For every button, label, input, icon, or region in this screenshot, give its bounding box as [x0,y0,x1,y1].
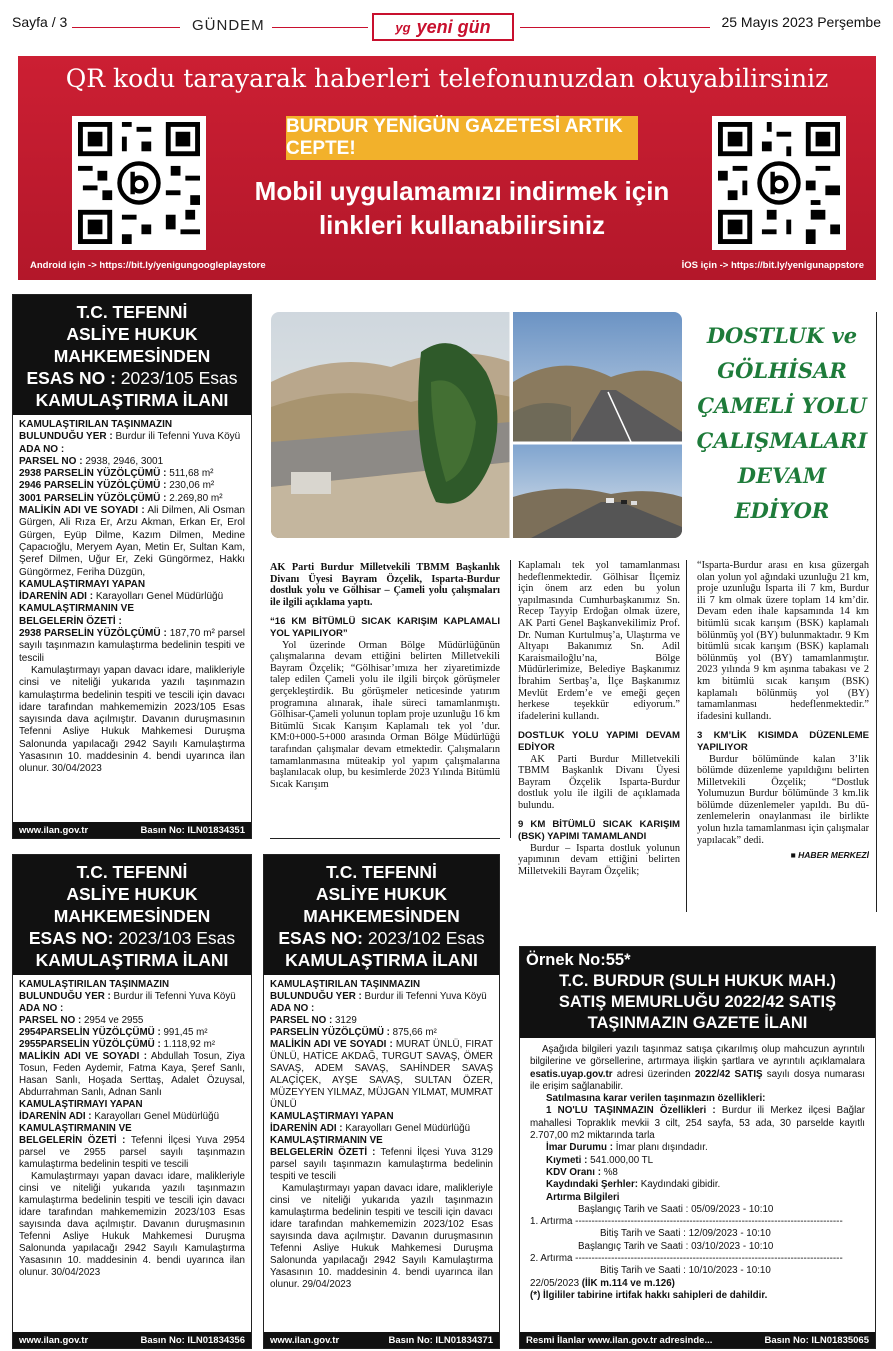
notice-header [13,855,251,975]
notice-tefenni-2023-103 [12,854,252,1349]
issue-date: 25 Mayıs 2023 Perşembe [721,14,881,30]
article-paragraph: “Isparta-Burdur arası en kısa güzergah olan yolun yol ağındaki uzunluğu 21 km, proje uzunluğu Isparta ili 7 km, Burdur ili 7 km olmak üzere toplam 14 km’dir. Devam eden ihale kapsamında 14 km bitümlü sıcak karışım (BSK) kaplamalı bölünmüş yol (BY) bulunmaktadır. 9 Km bitümlü sıcak karışım (BSK) kaplamalı bölünmüş yol (BY) tamamlanmıştır. 2023 yılında 9 km aşınma tabakası ve 2 km bitümlü sıcak karışım (BSK) kaplamalı bölünmüş yol (BY) tamamlanması hedeflenmektedir.” ifadesini kullandı. [697,560,869,722]
article-paragraph: Kaplamalı tek yol tamamlanması hedeflenmektedir. Gölhisar İlçemiz için önem arz eden bu yolun yapılmasında Cumhurbaşkanımız Sn. Recep Tayyip Erdoğan olmak üzere, AK Parti Genel Başkanvekilimiz Prof. Dr. Numan Kurtulmuş’a, Ulaştırma ve Altyapı Bakanımız Sn. Adil Karaismailoğlu’na, Bölge Müdürlerimize, Belediye Başkanımız İbrahim Sertbaş’a, İlçe Başkanımız Mevlüt Erdem’e ve emeği geçen herkese teşekkür ediyorum.” ifadelerini kullandı. [518,560,680,722]
article-right-rule [876,312,877,912]
notice-body: KAMULAŞTIRILAN TAŞINMAZIN BULUNDUĞU YER : Burdur ili Tefenni Yuva Köyü ADA NO : PARSEL NO : 2954 ve 2955 2954PARSELİN YÜZÖLÇÜMÜ : 991,45 m² 2955PARSELİN YÜZÖLÇÜMÜ : 1.118,92 m² MALİKİN ADI VE SOYADI : Abdullah Tosun, Ziya Tosun, Feden Aydemir, Fatma Kaya, Şeref Sanlı, Hasan Sanlı, Hoşada Serttaş, Adalet Özuysal, Abdurrahman Sanlı, Adnan Sanlı KAMULAŞTIRMAYI YAPAN İDARENİN ADI : Karayolları Genel Müdürlüğü KAMULAŞTIRMANIN VE BELGELERİN ÖZETİ : Tefenni İlçesi Yuva 2954 parsel ve 2955 parsel sayılı taşınmazın kamulaştırma bedelinin tespiti ve tescili Kamulaştırmayı yapan davacı idare, malikleriyle cinsi ve niteliği yukarıda yazılı taşınmazın kamulaştırma bedelinin tespiti ve tescili için davacı idare tarafından mahkememizin 2023/103 Esas sayısında dava açılmıştır. Davanın duruşmasının Tefenni Asliye Hukuk Mahkemesi Duruşma Salonunda yapılacağı 2942 Sayılı Kamulaştırma Yasasının 10. maddesinin 4. bendi uyarınca ilan olunur. 30/04/2023 [19,979,246,1278]
article-column-2 [518,560,680,912]
android-link[interactable]: Android için -> https://bit.ly/yenigungoogleplaystore [30,260,266,271]
app-promo-banner [18,56,876,280]
court-line-2: ASLİYE HUKUK [66,324,198,344]
press-number: Basın No: ILN01834351 [140,824,245,836]
road-works-photo [271,312,682,538]
section-label: GÜNDEM [192,17,265,34]
column-rule [510,560,511,838]
notice-tefenni-2023-102 [263,854,500,1349]
court-line-3: MAHKEMESİNDEN [53,346,211,366]
court-line-1: T.C. TEFENNİ [76,862,188,882]
notice-header [520,947,875,1038]
qr-code-icon [78,122,200,244]
press-number: Basın No: ILN01834356 [140,1334,245,1346]
press-number: Basın No: ILN01834371 [388,1334,493,1346]
notice-body: KAMULAŞTIRILAN TAŞINMAZIN BULUNDUĞU YER : Burdur ili Tefenni Yuva Köyü ADA NO : PARSEL NO : 2938, 2946, 3001 2938 PARSELİN YÜZÖLÇÜMÜ : 511,68 m² 2946 PARSELİN YÜZÖLÇÜMÜ : 230,06 m² 3001 PARSELİN YÜZÖLÇÜMÜ : 2.269,80 m² MALİKİN ADI VE SOYADI : Ali Dilmen, Ali Osman Gürgen, Ali Rıza Er, Arzu Akman, Erkan Er, Erol Gürgen, Eyüp Dilme, Kazım Dilmen, Medine Çapacıoğlu, Meryem Ayan, Metin Er, Sultan Kam, Şeref Dilmen, Uğur Er, Zeki Güngörmez, Hakkı Güngörmez, Feriha Düzgün, KAMULAŞTIRMAYI YAPAN İDARENİN ADI : Karayolları Genel Müdürlüğü KAMULAŞTIRMANIN VE BELGELERİN ÖZETİ : 2938 PARSELİN YÜZÖLÇÜMÜ : 187,70 m² parsel sayılı taşınmazın kamulaştırma bedelinin tespiti ve tescili Kamulaştırmayı yapan davacı idare, malikleriyle cinsi ve niteliği yukarıda yazılı taşınmazın kamulaştırma bedelinin tespiti ve tescili için davacı idare tarafından mahkememizin 2023/105 Esas sayısında dava açılmıştır. Davanın duruşmasının Tefenni Asliye Hukuk Mahkemesi Duruşma Salonunda yapılacağı 2942 Sayılı Kamulaştırma Yasasının 10. maddesinin 4. bendi uyarınca ilan olunur. 30/04/2023 [19,419,246,775]
header-rule-mid [272,27,368,28]
notice-footer [520,1332,875,1348]
notice-footer [13,1332,251,1348]
notice-body: KAMULAŞTIRILAN TAŞINMAZIN BULUNDUĞU YER : Burdur ili Tefenni Yuva Köyü ADA NO : PARSEL NO : 3129 PARSELİN YÜZÖLÇÜMÜ : 875,66 m² MALİKİN ADI VE SOYADI : MURAT ÜNLÜ, FIRAT ÜNLÜ, HATİCE AKDAĞ, TURGUT SAVAŞ, ÖMER SAVAŞ, ADEM SAVAŞ, SAHİNDER SAVAŞ ALAÇİÇEK, AYŞE SAVAŞ, SULTAN ÖZER, MÜZEYYEN YILMAZ, MÜJGAN YILMAT, MUMRAT ÜNLÜ KAMULAŞTIRMAYI YAPAN İDARENİN ADI : Karayolları Genel Müdürlüğü KAMULAŞTIRMANIN VE BELGELERİN ÖZETİ : Tefenni İlçesi Yuva 3129 parsel sayılı taşınmazın kamulaştırma bedelinin tespiti ve tescili Kamulaştırmayı yapan davacı idare, malikleriyle cinsi ve niteliği yukarıda yazılı taşınmazın kamulaştırma bedelinin tespiti ve tescili için davacı idare tarafından mahkememizin 2023/102 Esas sayısında dava açılmıştır. Davanın duruşmasının Tefenni Asliye Hukuk Mahkemesi Duruşma Salonunda yapılacağı 2942 Sayılı Kamulaştırma Yasasının 10. maddesinin 4. bendi uyarınca ilan olunur. 29/04/2023 [270,979,494,1290]
article-column-3 [697,560,869,912]
court-line-1: T.C. TEFENNİ [326,862,437,882]
article-paragraph: Yol üzerinde Orman Bölge Müdürlüğünün çalışmalarına devam ettiğini belirten Milletvekili Bayram Özçelik; “Gölhisar’ımıza her ziyaretimizde talep edilen Çameli yolu ile ilgili birçok görüşmeler gerçekleştirdik. Bu görüşmeler neticesinde yatırım programına alınarak, ihale süreci tamamlanmıştı. Gölhisar-Çameli yolunun toplam proje uzunluğu 16 km Bitümlü Sıcak Karışım Kaplamalı tek yol ’dur. KM:0+000-5+000 arasında Orman Bölge Müdürlüğü tarafından çalışmalar devam etmektedir. Çalışmaların tamamlanmasına müteakip yol yapım çalışmalarına başlanılacak olup, bu kesimlerde 2023 Yılında Bitümlü Sıcak Karışım [270,639,500,790]
notice-header [264,855,499,975]
ilan-site-link[interactable]: www.ilan.gov.tr [270,1334,340,1346]
header-rule-left [72,27,180,28]
banner-title: QR kodu tarayarak haberleri telefonunuzdan okuyabilirsiniz [65,64,829,93]
download-line-1: Mobil uygulamamızı indirmek için [254,176,670,206]
notice-type: KAMULAŞTIRMA İLANI [285,950,478,970]
court-line-3: TAŞINMAZIN GAZETE İLANI [587,1014,808,1032]
newspaper-logo [372,13,514,41]
download-instructions [218,174,706,242]
notice-intro: Aşağıda bilgileri yazılı taşınmaz satışa çıkarılmış olup mahcuzun ayrıntılı bilgilerine ve görsellerine, artırmaya ilişkin şartlara ve ayrıntılı açıklamalara esatis.uyap.gov.tr adresi üzerinden 2022/42 SATIŞ sayılı dosya numarası ile erişim sağlanabilir. [530,1044,865,1092]
ilan-site-link[interactable]: www.ilan.gov.tr [19,1334,89,1346]
notice-type: KAMULAŞTIRMA İLANI [35,950,229,970]
article-column-1 [270,562,500,834]
court-line-2: ASLİYE HUKUK [315,884,448,904]
download-line-2: linkleri kullanabilirsiniz [318,210,606,240]
article-paragraph: Burdur – Isparta dostluk yolunun yapımının devam ettiğini belirten Milletvekili Bayram Özçelik; [518,842,680,877]
notice-footer [264,1332,499,1348]
app-available-badge: BURDUR YENİGÜN GAZETESİ ARTIK CEPTE! [286,116,638,160]
article-paragraph: AK Parti Burdur Milletvekili TBMM Başkanlık Divanı Üyesi Bayram Özçelik Isparta-Burdur dostluk yolu ile ilgili de açıklamada bulundu. [518,753,680,811]
notice-header [13,295,251,415]
notice-type: KAMULAŞTIRMA İLANI [35,390,229,410]
esas-line: ESAS NO: 2023/103 Esas [28,928,236,948]
notice-burdur-satis-2022-42 [519,946,876,1349]
court-line-2: ASLİYE HUKUK [66,884,198,904]
road-photo-collage [271,312,682,538]
esas-line: ESAS NO : 2023/105 Esas [26,368,238,388]
ios-link[interactable]: İOS için -> https://bit.ly/yenigunappstore [681,260,864,271]
ilan-site-link[interactable]: www.ilan.gov.tr [19,824,89,836]
notice-text: Kamulaştırmayı yapan davacı idare, malikleriyle cinsi ve niteliği yukarıda yazılı taşınmazın kamulaştırma bedelinin tespiti ve tescili için davacı idare tarafından mahkememizin 2023/102 Esas sayısında dava açılmıştır. Davanın duruşmasının Tefenni Asliye Hukuk Mahkemesi Duruşma Salonunda yapılacağı 2942 Sayılı Kamulaştırma Yasasının 10. maddesinin 4. bendi uyarınca ilan olunur. 29/04/2023 [270,1183,493,1290]
notice-text: Kamulaştırmayı yapan davacı idare, malikleriyle cinsi ve niteliği yukarıda yazılı taşınmazın kamulaştırma bedelinin tespiti ve tescili için davacı idare tarafından mahkememizin 2023/105 Esas sayısında dava açılmıştır. Davanın duruşmasının Tefenni Asliye Hukuk Mahkemesi Duruşma Salonunda yapılacağı 2942 Sayılı Kamulaştırma Yasasının 10. maddesinin 4. bendi uyarınca ilan olunur. 30/04/2023 [19,664,245,775]
article-headline: DOSTLUK ve GÖLHİSAR ÇAMELİ YOLU ÇALIŞMALARI DEVAM EDİYOR [696,323,868,523]
logo-name: yeni gün [416,16,491,37]
article-subhead: “16 KM BİTÜMLÜ SICAK KARIŞIM KAPLAMALI YOL YAPILIYOR” [270,616,500,639]
court-line-3: MAHKEMESİNDEN [303,906,460,926]
ilan-site-link[interactable]: Resmi İlanlar www.ilan.gov.tr adresinde... [526,1334,713,1346]
court-line-1: T.C. BURDUR (SULH HUKUK MAH.) [559,972,836,990]
android-qr-code[interactable] [72,116,206,250]
article-subhead: 3 KM’LİK KISIMDA DÜZENLEME YAPILIYOR [697,730,869,753]
article-lead: AK Parti Burdur Milletvekili TBMM Başkanlık Divanı Üyesi Bayram Özçelik, Isparta-Burdur dostluk yolu ve Gölhisar – Çameli yolu çalışmaları ile ilgili açıklama yaptı. [270,562,500,608]
esatis-link[interactable]: esatis.uyap.gov.tr [530,1068,613,1080]
court-line-3: MAHKEMESİNDEN [53,906,211,926]
ios-qr-code[interactable] [712,116,846,250]
notice-tefenni-2023-105 [12,294,252,839]
notice-body: Aşağıda bilgileri yazılı taşınmaz satışa çıkarılmış olup mahcuzun ayrıntılı bilgilerine ve görsellerine, artırmaya ilişkin şartlara ve ayrıntılı açıklamalara esatis.uyap.gov.tr adresi üzerinden 2022/42 SATIŞ sayılı dosya numarası ile erişim sağlanabilir. Satılmasına karar verilen taşınmazın özellikleri: 1 NO'LU TAŞINMAZIN Özellikleri : Burdur ili Merkez ilçesi Bağlar mahallesi Topraklık mevkii 3 cilt, 254 sayfa, 53 ada, 30 parselde kayıtlı 2.707,00 m2 miktarında tarla İmar Durumu : İmar planı dışındadır. Kıymeti : 541.000,00 TL KDV Oranı : %8 Kaydındaki Şerhler: Kaydındaki gibidir. Artırma Bilgileri Başlangıç Tarih ve Saati : 05/09/2023 - 10:10 1. Artırma ---------------------------------------------------------------------------------- Bitiş Tarih ve Saati : 12/09/2023 - 10:10 Başlangıç Tarih ve Saati : 03/10/2023 - 10:10 2. Artırma ---------------------------------------------------------------------------------- Bitiş Tarih ve Saati : 10/10/2023 - 10:10 22/05/2023 (İİK m.114 ve m.126) (*) İlgililer tabirine irtifak hakkı sahipleri de dahildir. [530,1044,865,1301]
article-bottom-rule [270,838,500,839]
header-rule-right [520,27,710,28]
esas-line: ESAS NO: 2023/102 Esas [278,928,485,948]
page-number: Sayfa / 3 [12,14,68,30]
logo-mark: yg [395,19,411,35]
press-number: Basın No: ILN01835065 [764,1334,869,1346]
notice-footer [13,822,251,838]
column-rule [686,560,687,912]
article-subhead: 9 KM BİTÜMLÜ SICAK KARIŞIM (BSK) YAPIMI TAMAMLANDI [518,819,680,843]
article-subhead: DOSTLUK YOLU YAPIMI DEVAM EDİYOR [518,730,680,753]
sample-number: Örnek No:55* [526,951,631,969]
court-line-2: SATIŞ MEMURLUĞU 2022/42 SATIŞ [558,993,837,1011]
article-paragraph: Burdur bölümünde kalan 3’lik bölümde düzenleme yapıldığını belirten Milletvekili Özçelik; “Dostluk Yolumuzun Burdur bölümünde 3 km.lik bölümde düzenlemeler yapıldı. Bu dü- zenlemelerin onaylanması ile birlikte yolun hızla tamamlanması için çalışmalar yapılacak” dedi. [697,753,869,846]
court-line-1: T.C. TEFENNİ [76,302,188,322]
notice-text: Kamulaştırmayı yapan davacı idare, malikleriyle cinsi ve niteliği yukarıda yazılı taşınmazın kamulaştırma bedelinin tespiti ve tescili için davacı idare tarafından mahkememizin 2023/103 Esas sayısında dava açılmıştır. Davanın duruşmasının Tefenni Asliye Hukuk Mahkemesi Duruşma Salonunda yapılacağı 2942 Sayılı Kamulaştırma Yasasının 10. maddesinin 4. bendi uyarınca ilan olunur. 30/04/2023 [19,1171,245,1278]
qr-code-icon [718,122,840,244]
article-byline: ■ HABER MERKEZİ [790,850,869,861]
